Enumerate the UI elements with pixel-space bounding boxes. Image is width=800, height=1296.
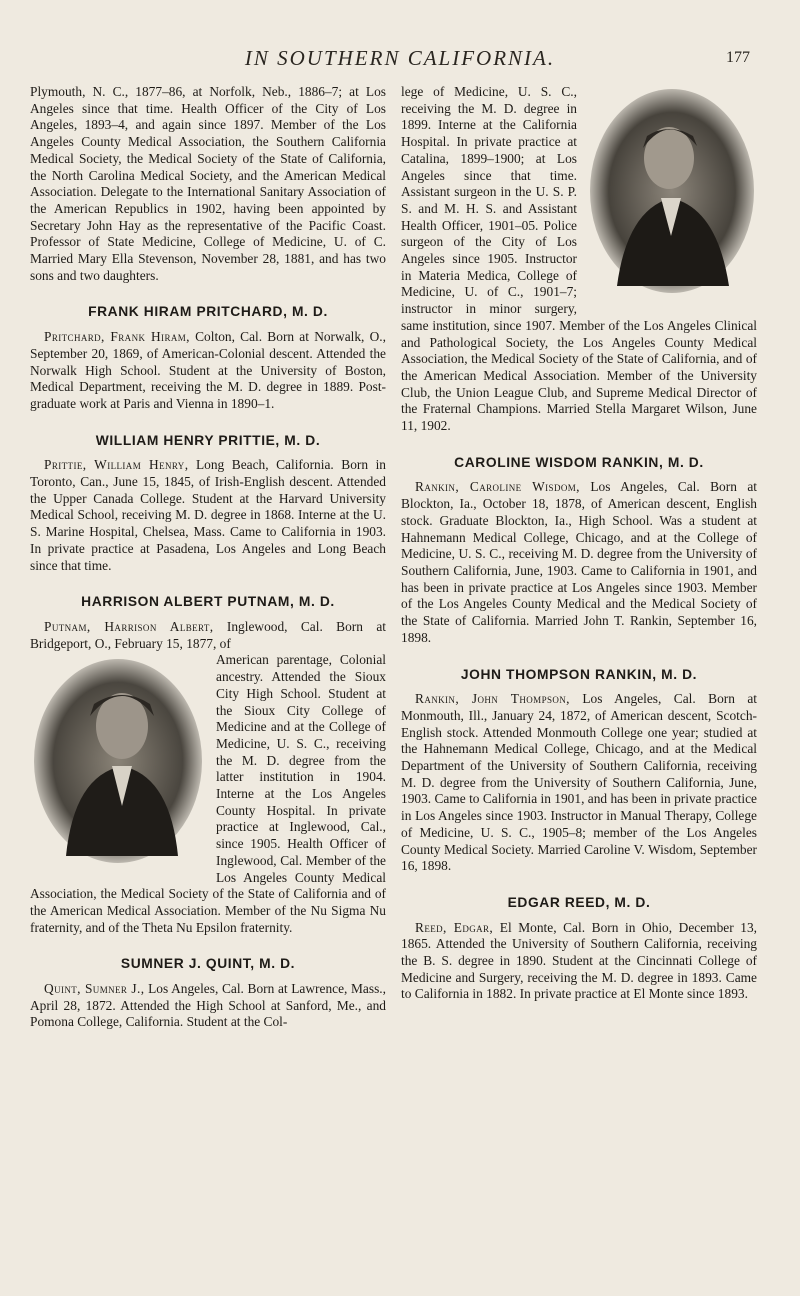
entry-text: Inglewood, Cal. Born at Bridgeport, O., February 15, 1877, of (30, 618, 386, 651)
entry-heading-pritchard: FRANK HIRAM PRITCHARD, M. D. (88, 304, 328, 320)
entry-text: Los Angeles, Cal. Born at Lawrence, Mass., April 28, 1872. Attended the High School at Sanford, Me., and Pomona College, California. Student at the Col- (30, 981, 386, 1030)
entry-text: El Monte, Cal. Born in Ohio, December 13, 1865. Attended the University of Southern California, receiving the B. S. degree in 1890. Student at the Cincinnati College of Medicine and Surgery, receiving the M. D. degree in 1893. Came to California in 1882. In private practice at El Monte since 1893. (401, 919, 758, 1002)
entry-text: Colton, Cal. Born at Norwalk, O., September 20, 1869, of American-Colonial descent. Attended the Norwalk High School. Student at the University of Boston, Medical Department, receiving the M. D. degree in 1889. Post-graduate work at Paris and Vienna in 1890–1. (30, 329, 386, 411)
entry-text: Los Angeles, Cal. Born at Monmouth, Ill., January 24, 1872, of American descent, Scotch-English stock. Attended Monmouth College one year; studied at the Hahnemann Medical College, Chicago, and at the Medical Department of the University of Southern California, receiving M. D. degree from the University of Southern California, June, 1903. Came to California in 1901, and has been in private practice in Los Angeles since 1903. Instructor in Manual Therapy, College of Medicine, U. S. C., 1905–8; member of the Los Angeles County Medical Society. Married Caroline V. Wisdom, September 16, 1898. (401, 691, 758, 874)
entry-body-caroline-rankin (401, 479, 757, 646)
entry-heading-putnam: HARRISON ALBERT PUTNAM, M. D. (81, 594, 335, 610)
entry-heading-prittie: WILLIAM HENRY PRITTIE, M. D. (95, 432, 321, 448)
portrait-putnam (30, 656, 206, 866)
entry-body-putnam: American parentage, Colonial ancestry. Attended the Sioux City High School. Student at the Sioux City College of Medicine and at the College of Medicine, U. S. C., receiving the M. D. degree from the latter institution in 1904. Interne at the Los Angeles County Hospital. In private practice at Inglewood, Cal., since 1905. Health Officer of Inglewood, Cal. Member of the Los Angeles County Medical Association, the Medical Society of the State of California and of the American Medical Association. Member of the Nu Sigma Nu fraternity, and of the Theta Nu Epsilon fraternity. (30, 652, 386, 935)
entry-heading-quint: SUMNER J. QUINT, M. D. (120, 956, 296, 972)
entry-heading-john-rankin: JOHN THOMPSON RANKIN, M. D. (460, 666, 698, 682)
entry-body-prittie (30, 457, 386, 574)
portrait-image (30, 656, 206, 866)
entry-heading-caroline-rankin: CAROLINE WISDOM RANKIN, M. D. (454, 454, 704, 470)
right-column (401, 84, 757, 1003)
entry-lead-name: Quint, Sumner J., (44, 981, 145, 997)
entry-body-putnam-intro (30, 619, 386, 652)
entry-body-john-rankin (401, 691, 757, 875)
entry-lead-name: Rankin, John Thompson, (415, 691, 570, 707)
entry-lead-name: Rankin, Caroline Wisdom, (415, 479, 580, 495)
left-column (30, 84, 386, 1031)
entry-body-reed (401, 920, 757, 1004)
continued-biography: lege of Medicine, U. S. C., receiving the M. D. degree in 1899. Interne at the California Hospital. In private practice at Catalina, 1899–1900; at Los Angeles since that time. Assistant surgeon in the U. S. P. S. and M. H. S. and Assistant Health Officer, 1901–05. Police surgeon of the City of Los Angeles since 1905. Instructor in Materia Medica, College of Medicine, U. of C., 1901–7; instructor in minor surgery, same institution, since 1907. Member of the Los Angeles Clinical and Pathological Society, the Los Angeles County Medical Association, the Medical Society of the State of California, and of the American Medical Association. Member of the University Club, the Union League Club, and Supreme Medical Director of the Fraternal Champions. Married Stella Margaret Wilson, June 11, 1902. (401, 84, 757, 434)
page-header (0, 46, 800, 76)
entry-lead-name: Pritchard, Frank Hiram, (44, 329, 190, 345)
continued-biography: Plymouth, N. C., 1877–86, at Norfolk, Neb., 1886–7; at Los Angeles since that time. Health Officer of the City of Los Angeles, 1893–4, and again since 1897. Member of the Los Angeles County Medical Association, the Southern California Medical Society, the Medical Society of the State of California, the North Carolina Medical Society, and the American Medical Association. Delegate to the International Sanitary Association of the American Republics in 1902, having been appointed by Secretary John Hay as the representative of the Pacific Coast. Professor of State Medicine, College of Medicine, U. of C. Married Mary Ella Stevenson, November 28, 1881, and has two sons and two daughters. (30, 84, 386, 283)
entry-body-quint (30, 981, 386, 1031)
portrait-quint (587, 86, 757, 296)
entry-lead-name: Reed, Edgar, (415, 919, 494, 935)
entry-text: Los Angeles, Cal. Born at Blockton, Ia., October 18, 1878, of American descent, English stock. Graduate Blockton, Ia., High School. Was a student at Hahnemann Medical College, Chicago, and at the College of Medicine, U. S. C., receiving M. D. degree from the University of Southern California, June, 1903. Came to California in 1901, and has been in private practice at Los Angeles since 1903. Member of the Los Angeles County Medical and the Medical Society of the State of California. Married John T. Rankin, September 16, 1898. (401, 479, 757, 645)
entry-heading-reed: EDGAR REED, M. D. (507, 894, 651, 910)
portrait-image (587, 86, 757, 296)
running-head: IN SOUTHERN CALIFORNIA. (244, 46, 556, 70)
page-number: 177 (726, 49, 750, 66)
entry-lead-name: Putnam, Harrison Albert, (44, 618, 214, 634)
entry-text: Long Beach, California. Born in Toronto, Can., June 15, 1845, of Irish-English descent. Attended the Upper Canada College. Student at the Harvard University Medical School, receiving M. D. degree in 1868. Interne at the U. S. Marine Hospital, Chelsea, Mass. Came to California in 1903. In private practice at Pasadena, Los Angeles and Long Beach since that time. (30, 457, 386, 573)
entry-lead-name: Prittie, William Henry, (44, 457, 189, 473)
entry-body-pritchard (30, 329, 386, 413)
